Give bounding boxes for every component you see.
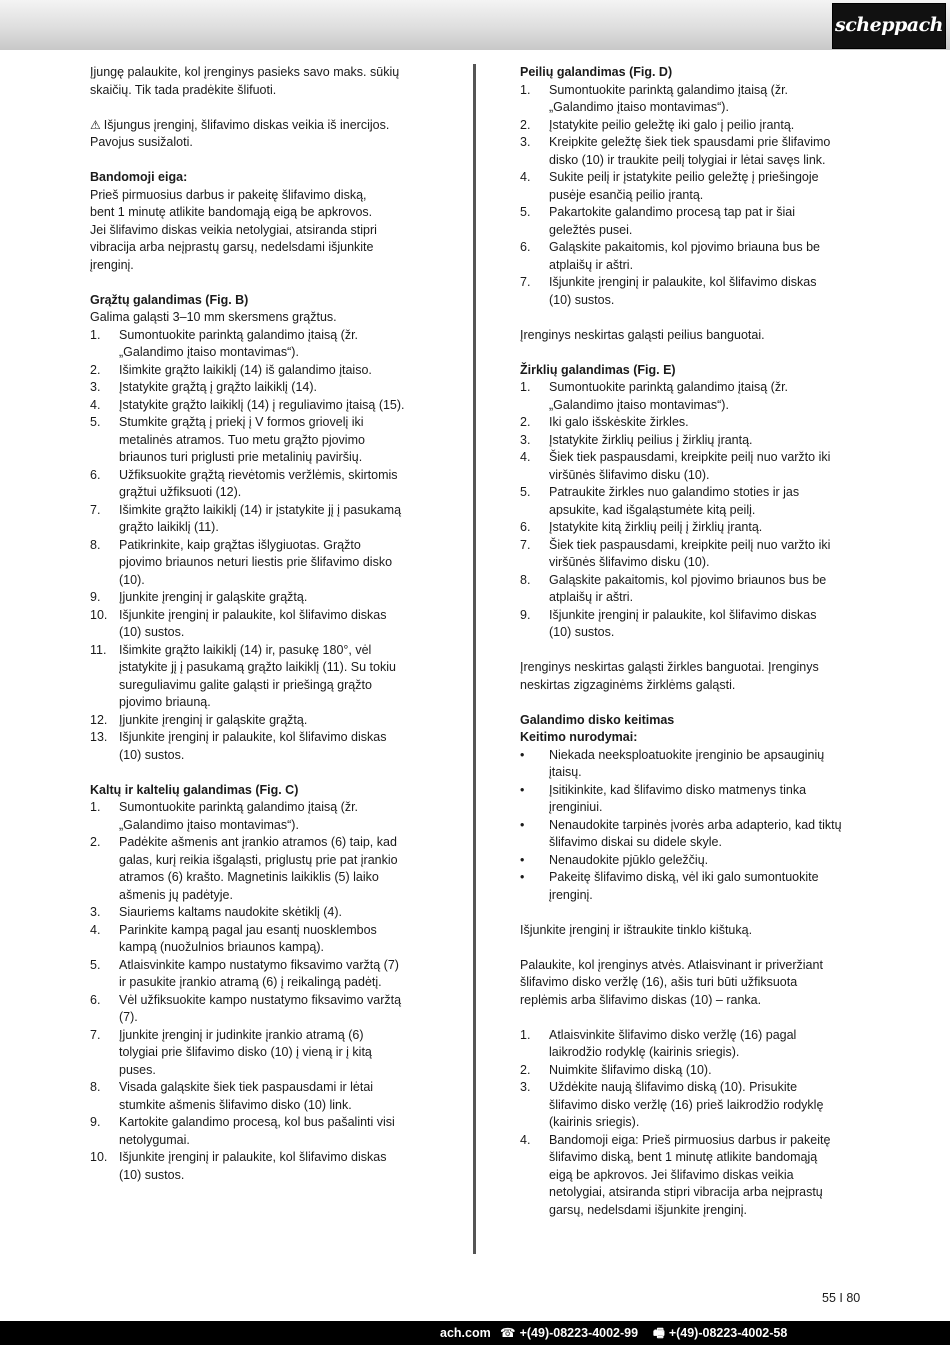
list-item: [90, 607, 440, 642]
list-item-number: 6.: [520, 240, 531, 254]
list-item-number: 10.: [90, 607, 108, 622]
list-item-number: 2.: [90, 835, 101, 849]
list-item: [520, 1079, 870, 1132]
list-item-line: apsukite, kad išgaląstumėte kitą peilį.: [549, 502, 756, 517]
list-item-number: 8.: [90, 1080, 101, 1094]
list-item: [90, 957, 440, 992]
list-item-line: Sumontuokite parinktą galandimo įtaisą (žr.: [549, 82, 789, 97]
list-item-line: Iki galo išskėskite žirkles.: [549, 415, 689, 429]
list-item-line: sureguliavimu galite galąsti ir priešingą grąžto: [119, 677, 372, 692]
scissors-steps: [520, 379, 870, 642]
list-item-number: 3.: [520, 1080, 531, 1094]
list-item-number: 8.: [520, 572, 531, 587]
list-item-line: Įstatykite grąžtą į grąžto laikiklį (14).: [119, 380, 317, 394]
list-item-line: šlifavimo diską, bent 1 minutę atlikite bandomąją: [549, 1150, 818, 1164]
list-item-number: 7.: [520, 537, 531, 552]
list-item-line: Įstatykite peilio geležtę iki galo į peilio įrantą.: [549, 117, 795, 132]
list-item-line: Išjunkite įrenginį ir palaukite, kol šlifavimo diskas: [119, 607, 387, 622]
list-item-number: 3.: [90, 905, 101, 919]
list-item-line: Įstatykite grąžto laikiklį (14) į reguliavimo įtaisą (15).: [119, 397, 405, 412]
list-item: [90, 467, 440, 502]
list-item-number: 6.: [90, 992, 101, 1007]
list-item-line: Vėl užfiksuokite kampo nustatymo fiksavimo varžtą: [119, 992, 402, 1007]
list-item-line: Sumontuokite parinktą galandimo įtaisą (žr.: [119, 327, 359, 342]
list-item: [520, 1062, 870, 1080]
list-item-number: 5.: [90, 415, 101, 429]
list-item-line: atplaišų ir aštri.: [549, 257, 634, 272]
list-item-number: 11.: [90, 642, 107, 657]
warning-line: Pavojus susižaloti.: [90, 135, 193, 149]
bullet-item-line: įtaisų.: [549, 765, 582, 779]
list-item-number: 8.: [90, 537, 101, 552]
warning-line: [90, 117, 440, 135]
fax-icon: 🖷: [653, 1326, 665, 1340]
list-item-line: (10) sustos.: [119, 625, 185, 639]
list-item-line: Išimkite grąžto laikiklį (14) ir, pasukę 180°, vėl: [119, 642, 372, 657]
list-item-line: Įjunkite įrenginį ir galąskite grąžtą.: [119, 590, 308, 604]
list-item-number: 5.: [520, 485, 531, 499]
list-item-line: atramos (6) krašto. Magnetinis laikiklis (5) laiko: [119, 870, 379, 884]
list-item-line: pjovimo briauną.: [119, 695, 211, 709]
list-item-line: Uždėkite naują šlifavimo diską (10). Prisukite: [549, 1080, 798, 1094]
list-item-number: 4.: [90, 397, 101, 412]
list-item-line: Pakartokite galandimo procesą tap pat ir šiai: [549, 205, 795, 219]
list-item-line: Įstatykite kitą žirklių peilį į žirklių įrantą.: [549, 520, 763, 534]
brand-logo: [832, 3, 946, 49]
list-item-line: šlifavimo disko veržlę (16) prieš laikrodžio rodyklę: [549, 1097, 824, 1112]
disc-change-title: Galandimo disko keitimas: [520, 712, 675, 727]
test-run-line: vibracija arba neįprastų garsų, nedelsdami išjunkite: [90, 240, 374, 254]
list-item: [90, 1079, 440, 1114]
list-item: [90, 502, 440, 537]
list-item-line: Patraukite žirkles nuo galandimo stoties ir jas: [549, 485, 800, 499]
list-item-number: 3.: [90, 380, 101, 394]
drill-section-intro: Galima galąsti 3–10 mm skersmens grąžtus.: [90, 310, 337, 324]
list-item-line: „Galandimo įtaiso montavimas“).: [119, 345, 299, 359]
list-item-line: Išjunkite įrenginį ir palaukite, kol šlifavimo diskas: [549, 607, 817, 622]
bullet-item-line: šlifavimo diskai su didele skyle.: [549, 835, 722, 849]
warning-text: Išjungus įrenginį, šlifavimo diskas veikia iš inercijos.: [103, 117, 390, 132]
list-item-line: Išjunkite įrenginį ir palaukite, kol šlifavimo diskas: [119, 730, 387, 744]
list-item-line: „Galandimo įtaiso montavimas“).: [119, 817, 299, 832]
test-run-line: Prieš pirmuosius darbus ir pakeitę šlifavimo diską,: [90, 187, 367, 202]
disc-change-bullets: [520, 747, 870, 905]
list-item: [90, 904, 440, 922]
bullet-icon: •: [520, 747, 525, 762]
list-item-number: 3.: [520, 135, 531, 149]
test-run-line: įrenginį.: [90, 257, 134, 272]
list-item-line: Galąskite pakaitomis, kol pjovimo briaunos bus be: [549, 572, 827, 587]
list-item-line: puses.: [119, 1062, 156, 1077]
page-number: 55 I 80: [822, 1291, 861, 1305]
bullet-item-line: įrenginį.: [549, 887, 593, 902]
list-item-number: 9.: [90, 590, 101, 604]
intro-line: Įjungę palaukite, kol įrenginys pasieks savo maks. sūkių: [90, 65, 400, 79]
list-item: [90, 589, 440, 607]
list-item-line: netolygiai, atsiranda stipri vibracija arba neįprastų: [549, 1185, 823, 1199]
list-item-number: 2.: [520, 1062, 531, 1077]
list-item-number: 9.: [90, 1115, 101, 1129]
knife-steps: [520, 82, 870, 310]
list-item-number: 6.: [90, 467, 101, 482]
list-item: [520, 274, 870, 309]
test-run-line: Jei šlifavimo diskas veikia netolygiai, atsiranda stipri: [90, 222, 377, 237]
list-item-number: 3.: [520, 432, 531, 447]
list-item-number: 7.: [90, 502, 101, 517]
list-item-line: Siauriems kaltams naudokite skėtiklį (4).: [119, 905, 342, 919]
drill-steps: [90, 327, 440, 765]
footer-website[interactable]: ach.com: [440, 1326, 491, 1340]
knife-section-title: Peilių galandimas (Fig. D): [520, 65, 673, 79]
list-item-number: 2.: [520, 117, 531, 132]
list-item: [90, 729, 440, 764]
bullet-icon: •: [520, 817, 525, 832]
bullet-item-line: Nenaudokite pjūklo geležčių.: [549, 852, 709, 867]
list-item: [90, 414, 440, 467]
drill-section-title: Grąžtų galandimas (Fig. B): [90, 292, 249, 307]
list-item-number: 4.: [520, 170, 531, 184]
scissors-section-title: Žirklių galandimas (Fig. E): [520, 362, 676, 377]
bullet-item-line: Nenaudokite tarpinės įvorės arba adapterio, kad tiktų: [549, 817, 842, 832]
list-item-line: „Galandimo įtaiso montavimas“).: [549, 100, 729, 114]
list-item-line: Sumontuokite parinktą galandimo įtaisą (žr.: [119, 800, 359, 814]
list-item-line: atplaišų ir aštri.: [549, 590, 634, 604]
bullet-item-line: Pakeitę šlifavimo diską, vėl iki galo sumontuokite: [549, 870, 819, 884]
list-item: [90, 537, 440, 590]
list-item-line: (10) sustos.: [119, 747, 185, 762]
list-item-number: 1.: [520, 82, 531, 97]
footer-bar: [0, 1321, 950, 1345]
test-run-title: Bandomoji eiga:: [90, 170, 188, 184]
scissors-note-line: neskirtas zigzaginėms žirklėms galąsti.: [520, 677, 736, 692]
list-item-line: briaunos turi priglusti prie metalinių paviršių.: [119, 450, 363, 464]
list-item-number: 1.: [90, 800, 101, 814]
list-item-line: Išjunkite įrenginį ir palaukite, kol šlifavimo diskas: [119, 1150, 387, 1164]
chisel-steps: [90, 799, 440, 1184]
list-item-line: (10) sustos.: [549, 625, 615, 639]
intro-line: skaičių. Tik tada pradėkite šlifuoti.: [90, 82, 277, 97]
knife-note: Įrenginys neskirtas galąsti peilius banguotai.: [520, 327, 765, 342]
bullet-icon: •: [520, 852, 525, 867]
list-item-line: ašmenis jų padėtyje.: [119, 887, 233, 902]
list-item-line: kampą (nuožulnios briaunos kampą).: [119, 940, 324, 954]
list-item-line: Bandomoji eiga: Prieš pirmuosius darbus ir pakeitę: [549, 1132, 831, 1147]
list-item-line: netolygumai.: [119, 1132, 190, 1147]
bullet-item-line: įrenginiui.: [549, 800, 603, 814]
list-item-line: Atlaisvinkite šlifavimo disko veržlę (16) pagal: [549, 1027, 797, 1042]
list-item-line: Kreipkite geležtę šiek tiek spausdami prie šlifavimo: [549, 135, 831, 149]
bullet-item: [520, 782, 870, 817]
list-item-line: Visada galąskite šiek tiek paspausdami ir lėtai: [119, 1080, 374, 1094]
list-item-line: Parinkite kampą pagal jau esantį nuosklembos: [119, 922, 377, 937]
list-item: [520, 117, 870, 135]
list-item: [520, 1132, 870, 1220]
list-item: [520, 204, 870, 239]
list-item-line: tolygiai prie šlifavimo disko (10) į vieną ir į kitą: [119, 1045, 372, 1059]
test-run-line: bent 1 minutę atlikite bandomąją eigą be apkrovos.: [90, 205, 373, 219]
list-item-number: 2.: [520, 415, 531, 429]
list-item-line: (kairinis sriegis).: [549, 1115, 640, 1129]
list-item-line: garsų, nedelsdami išjunkite įrenginį.: [549, 1202, 748, 1217]
bullet-item: [520, 817, 870, 852]
list-item-line: laikrodžio rodyklę (kairinis sriegis).: [549, 1045, 740, 1059]
list-item-line: įstatykite jį į pasukamą grąžto laikiklį (11). Su tokiu: [119, 660, 396, 674]
list-item: [90, 642, 440, 712]
left-column: [90, 64, 440, 1184]
list-item-line: (10) sustos.: [549, 292, 615, 307]
list-item-line: Padėkite ašmenis ant įrankio atramos (6) taip, kad: [119, 835, 397, 849]
bullet-item: [520, 852, 870, 870]
list-item: [520, 414, 870, 432]
list-item-number: 1.: [520, 1027, 531, 1042]
warning-triangle-icon: ⚠: [90, 117, 101, 132]
list-item: [520, 82, 870, 117]
list-item-line: Įstatykite žirklių peilius į žirklių įrantą.: [549, 432, 753, 447]
list-item-line: Nuimkite šlifavimo diską (10).: [549, 1062, 712, 1077]
list-item-line: Išimkite grąžto laikiklį (14) iš galandimo įtaiso.: [119, 362, 372, 377]
list-item-line: pjovimo briaunos neturi liestis prie šlifavimo disko: [119, 555, 393, 569]
wait-line: replėmis arba šlifavimo diskas (10) – ranka.: [520, 992, 762, 1007]
list-item-line: grąžtui užfiksuoti (12).: [119, 485, 242, 499]
list-item-number: 12.: [90, 712, 108, 727]
list-item-line: stumkite ašmenis šlifavimo disko (10) link.: [119, 1097, 352, 1112]
list-item-line: Kartokite galandimo procesą, kol bus pašalinti visi: [119, 1115, 395, 1129]
list-item-number: 1.: [520, 380, 531, 394]
list-item-number: 1.: [90, 327, 101, 342]
list-item: [520, 239, 870, 274]
list-item: [520, 379, 870, 414]
list-item-line: galas, kurį reikia išgaląsti, priglustų prie pat įrankio: [119, 852, 398, 867]
list-item-line: Sumontuokite parinktą galandimo įtaisą (žr.: [549, 380, 789, 394]
list-item-line: Įjunkite įrenginį ir galąskite grąžtą.: [119, 712, 308, 727]
list-item-line: Atlaisvinkite kampo nustatymo fiksavimo varžtą (7): [119, 957, 399, 972]
list-item: [520, 519, 870, 537]
list-item-number: 2.: [90, 362, 101, 377]
disc-change-subtitle: Keitimo nurodymai:: [520, 730, 638, 744]
list-item-line: Užfiksuokite grąžtą rievėtomis veržlėmis, skirtomis: [119, 467, 398, 482]
list-item-line: „Galandimo įtaiso montavimas“).: [549, 397, 729, 412]
list-item: [90, 799, 440, 834]
list-item-line: Galąskite pakaitomis, kol pjovimo briauna bus be: [549, 240, 820, 254]
list-item: [90, 712, 440, 730]
list-item-line: disko (10) ir traukite peilį tolygiai ir lėtai savęs link.: [549, 152, 826, 167]
bullet-item-line: Niekada neeksploatuokite įrenginio be apsauginių: [549, 747, 825, 762]
header-bar: [0, 0, 950, 50]
list-item: [520, 484, 870, 519]
list-item-number: 4.: [90, 922, 101, 937]
list-item-number: 4.: [520, 1132, 531, 1147]
bullet-icon: •: [520, 782, 525, 797]
list-item-number: 9.: [520, 607, 531, 622]
bullet-item-line: Įsitikinkite, kad šlifavimo disko matmenys tinka: [549, 782, 807, 797]
list-item-line: Išjunkite įrenginį ir palaukite, kol šlifavimo diskas: [549, 275, 817, 289]
brand-logo-text: scheppach: [835, 14, 943, 37]
unplug-note: Išjunkite įrenginį ir ištraukite tinklo kištuką.: [520, 922, 753, 937]
list-item: [90, 327, 440, 362]
list-item: [520, 449, 870, 484]
list-item: [520, 169, 870, 204]
footer-phone: [500, 1325, 638, 1343]
scissors-note-line: Įrenginys neskirtas galąsti žirkles banguotai. Įrenginys: [520, 660, 819, 674]
list-item: [90, 362, 440, 380]
phone-icon: ☎: [500, 1326, 516, 1340]
list-item-line: (7).: [119, 1010, 138, 1024]
list-item: [520, 607, 870, 642]
list-item: [520, 572, 870, 607]
list-item-number: 7.: [520, 275, 531, 289]
wait-line: Palaukite, kol įrenginys atvės. Atlaisvinant ir priveržiant: [520, 957, 823, 972]
list-item-line: (10).: [119, 572, 145, 587]
list-item: [90, 922, 440, 957]
bullet-icon: •: [520, 870, 525, 884]
list-item-line: geležtės pusei.: [549, 222, 633, 237]
list-item-line: eigą be apkrovos. Jei šlifavimo diskas veikia: [549, 1167, 794, 1182]
right-column: [520, 64, 870, 1219]
list-item: [520, 1027, 870, 1062]
list-item-line: Patikrinkite, kaip grąžtas išlygiuotas. Grąžto: [119, 537, 361, 552]
footer-fax: [653, 1325, 787, 1343]
list-item-number: 6.: [520, 520, 531, 534]
list-item-line: grąžto laikiklį (11).: [119, 520, 219, 534]
list-item-line: ir pasukite įrankio atramą (6) į reikalingą padėtį.: [119, 975, 382, 989]
list-item-number: 4.: [520, 450, 531, 464]
column-divider: [473, 64, 476, 1254]
list-item: [90, 1114, 440, 1149]
list-item-number: 7.: [90, 1027, 101, 1042]
list-item-number: 5.: [90, 957, 101, 972]
list-item-line: viršūnės šlifavimo disku (10).: [549, 467, 710, 482]
list-item-number: 5.: [520, 205, 531, 219]
list-item-line: Sukite peilį ir įstatykite peilio geležtę į priešingoje: [549, 170, 819, 184]
wait-line: šlifavimo disko veržlę (16), ašis turi būti užfiksuota: [520, 975, 798, 989]
bullet-item: [520, 747, 870, 782]
list-item: [90, 834, 440, 904]
disc-change-steps: [520, 1027, 870, 1220]
list-item-line: Įjunkite įrenginį ir judinkite įrankio atramą (6): [119, 1027, 364, 1042]
list-item-line: viršūnės šlifavimo disku (10).: [549, 555, 710, 569]
list-item: [520, 134, 870, 169]
bullet-item: [520, 869, 870, 904]
list-item-line: Šiek tiek paspausdami, kreipkite peilį nuo varžto iki: [549, 450, 831, 464]
list-item: [90, 1149, 440, 1184]
list-item: [90, 379, 440, 397]
chisel-section-title: Kaltų ir kaltelių galandimas (Fig. C): [90, 782, 299, 797]
list-item-line: Išimkite grąžto laikiklį (14) ir įstatykite jį į pasukamą: [119, 502, 402, 517]
list-item-number: 13.: [90, 730, 108, 744]
list-item: [520, 432, 870, 450]
list-item: [90, 397, 440, 415]
footer-phone-number: +(49)-08223-4002-99: [519, 1326, 639, 1340]
list-item-line: pusėje esančią peilio įrantą.: [549, 187, 704, 202]
list-item-line: Šiek tiek paspausdami, kreipkite peilį nuo varžto iki: [549, 537, 831, 552]
list-item: [90, 1027, 440, 1080]
list-item-number: 10.: [90, 1150, 108, 1164]
list-item: [90, 992, 440, 1027]
list-item-line: (10) sustos.: [119, 1167, 185, 1182]
list-item-line: Stumkite grąžtą į priekį į V formos griovelį iki: [119, 415, 364, 429]
footer-fax-number: +(49)-08223-4002-58: [668, 1326, 788, 1340]
list-item-line: metalinės atramos. Tuo metu grąžto pjovimo: [119, 432, 365, 447]
list-item: [520, 537, 870, 572]
